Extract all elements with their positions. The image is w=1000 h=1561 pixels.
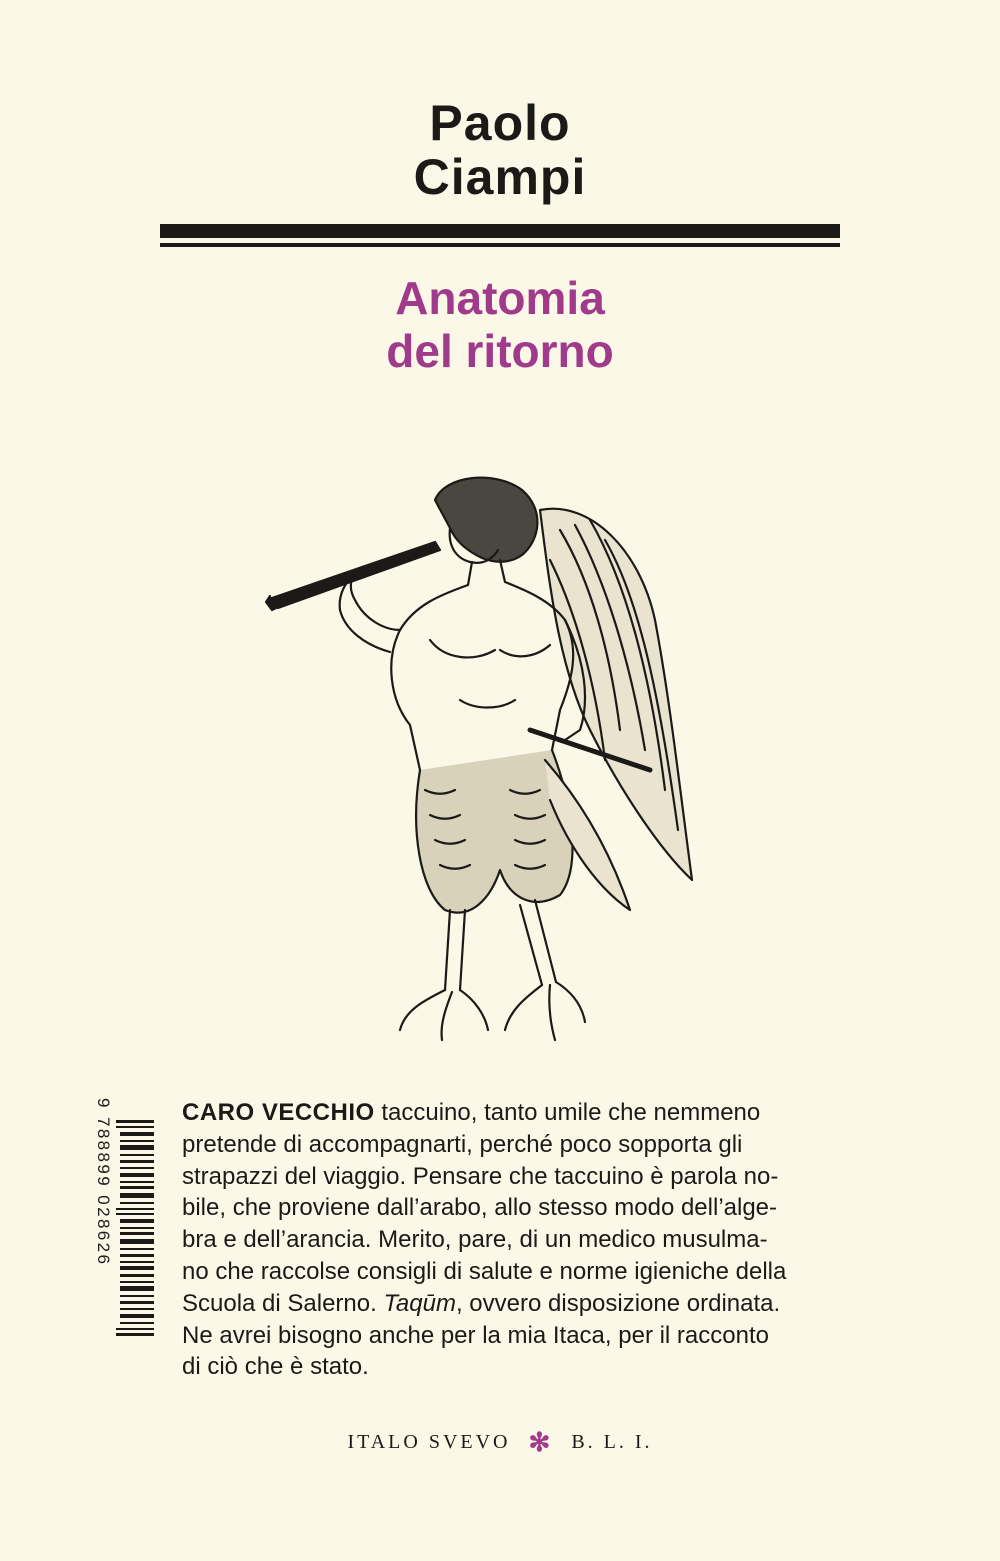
divider-thick (160, 224, 840, 238)
isbn-digits: 9 788899 028626 (94, 1098, 113, 1267)
blurb-line-4: bile, che proviene dall’arabo, allo stesso modo dell’alge- (182, 1194, 778, 1222)
blurb-line-7 (182, 1288, 842, 1320)
blurb-lead: CARO VECCHIO (182, 1099, 375, 1126)
book-title (0, 272, 1000, 378)
blurb-line-5: bra e dell’arancia. Merito, pare, di un medico musulma- (182, 1226, 768, 1254)
series-name: B. L. I. (571, 1431, 653, 1453)
winged-harpy-illustration (260, 470, 710, 1060)
blurb-line-2: pretende di accompagnarti, perché poco sopporta gli (182, 1130, 743, 1158)
book-title-line-1: Anatomia (395, 272, 605, 324)
divider-thin (160, 243, 840, 247)
blurb-line-7-a: Scuola di Salerno. (182, 1289, 384, 1317)
back-cover-blurb (182, 1097, 842, 1383)
blurb-line-9: di ciò che è stato. (182, 1353, 369, 1381)
blurb-line-1-text: taccuino, tanto umile che nemmeno (374, 1099, 761, 1126)
blurb-line-3: strapazzi del viaggio. Pensare che taccuino è parola no- (182, 1162, 779, 1190)
book-title-line-2: del ritorno (386, 325, 614, 377)
blurb-line-8: Ne avrei bisogno anche per la mia Itaca, per il racconto (182, 1321, 769, 1349)
blurb-line-1 (182, 1097, 842, 1129)
author-last-name: Ciampi (413, 149, 587, 205)
blurb-italic-word: Taqūm (383, 1289, 456, 1317)
publisher-footer (0, 1428, 1000, 1458)
publisher-name: ITALO SVEVO (347, 1431, 511, 1453)
author-name (0, 96, 1000, 204)
blurb-line-6: no che raccolse consigli di salute e norme igieniche della (182, 1257, 787, 1285)
blurb-line-7-c: , ovvero disposizione ordinata. (455, 1289, 781, 1317)
author-first-name: Paolo (429, 95, 571, 151)
asterisk-icon: ✻ (528, 1428, 554, 1457)
